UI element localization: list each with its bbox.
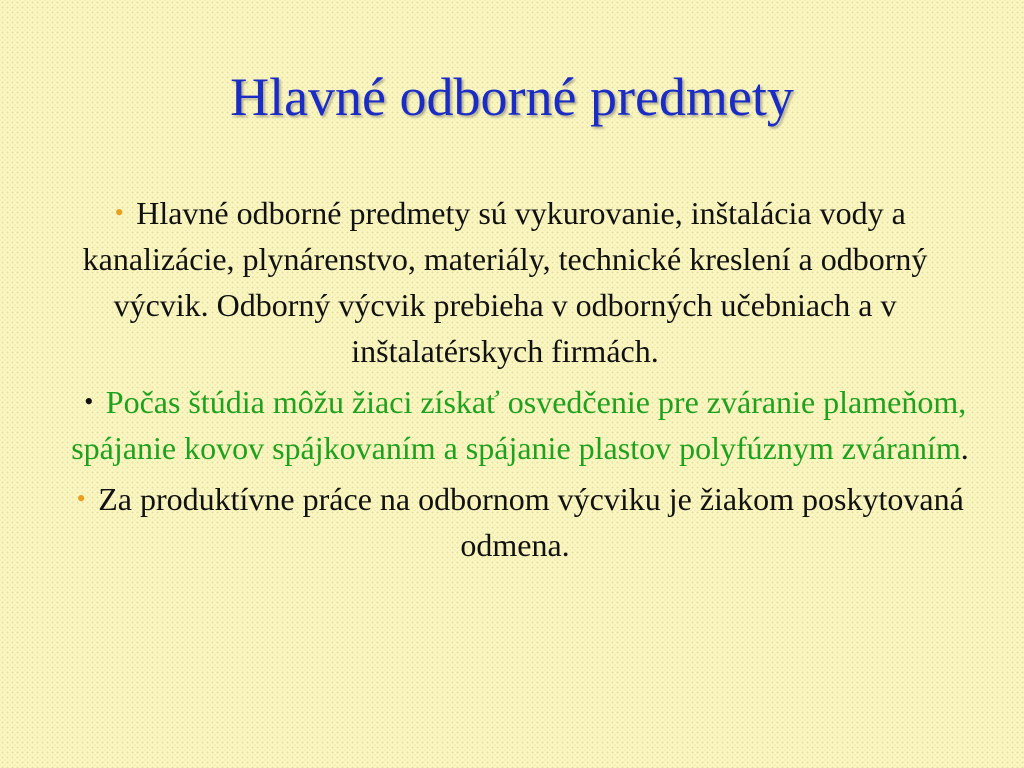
bullet-dot-icon: •	[76, 484, 86, 513]
bullet-text: Za produktívne práce na odbornom výcviku je žiakom poskytovaná odmena.	[98, 481, 964, 563]
bullet-dot-icon: •	[84, 387, 94, 416]
bullet-item	[60, 190, 980, 374]
bullet-text: Hlavné odborné predmety sú vykurovanie, inštalácia vody a kanalizácie, plynárenstvo, materiály, technické kreslení a odborný výcvik. Odborný výcvik prebieha v odborných učebniach a v inštalatérskych firmách.	[82, 195, 928, 369]
bullet-item	[60, 379, 980, 471]
slide-title: Hlavné odborné predmety	[230, 67, 794, 127]
bullet-item	[60, 476, 980, 568]
bullet-text-suffix: .	[960, 430, 969, 466]
slide-body	[60, 190, 980, 573]
bullet-text: Počas štúdia môžu žiaci získať osvedčenie pre zváranie plameňom, spájanie kovov spájkovaním a spájanie plastov polyfúznym zváraním	[71, 384, 967, 466]
bullet-dot-icon: •	[114, 198, 124, 227]
